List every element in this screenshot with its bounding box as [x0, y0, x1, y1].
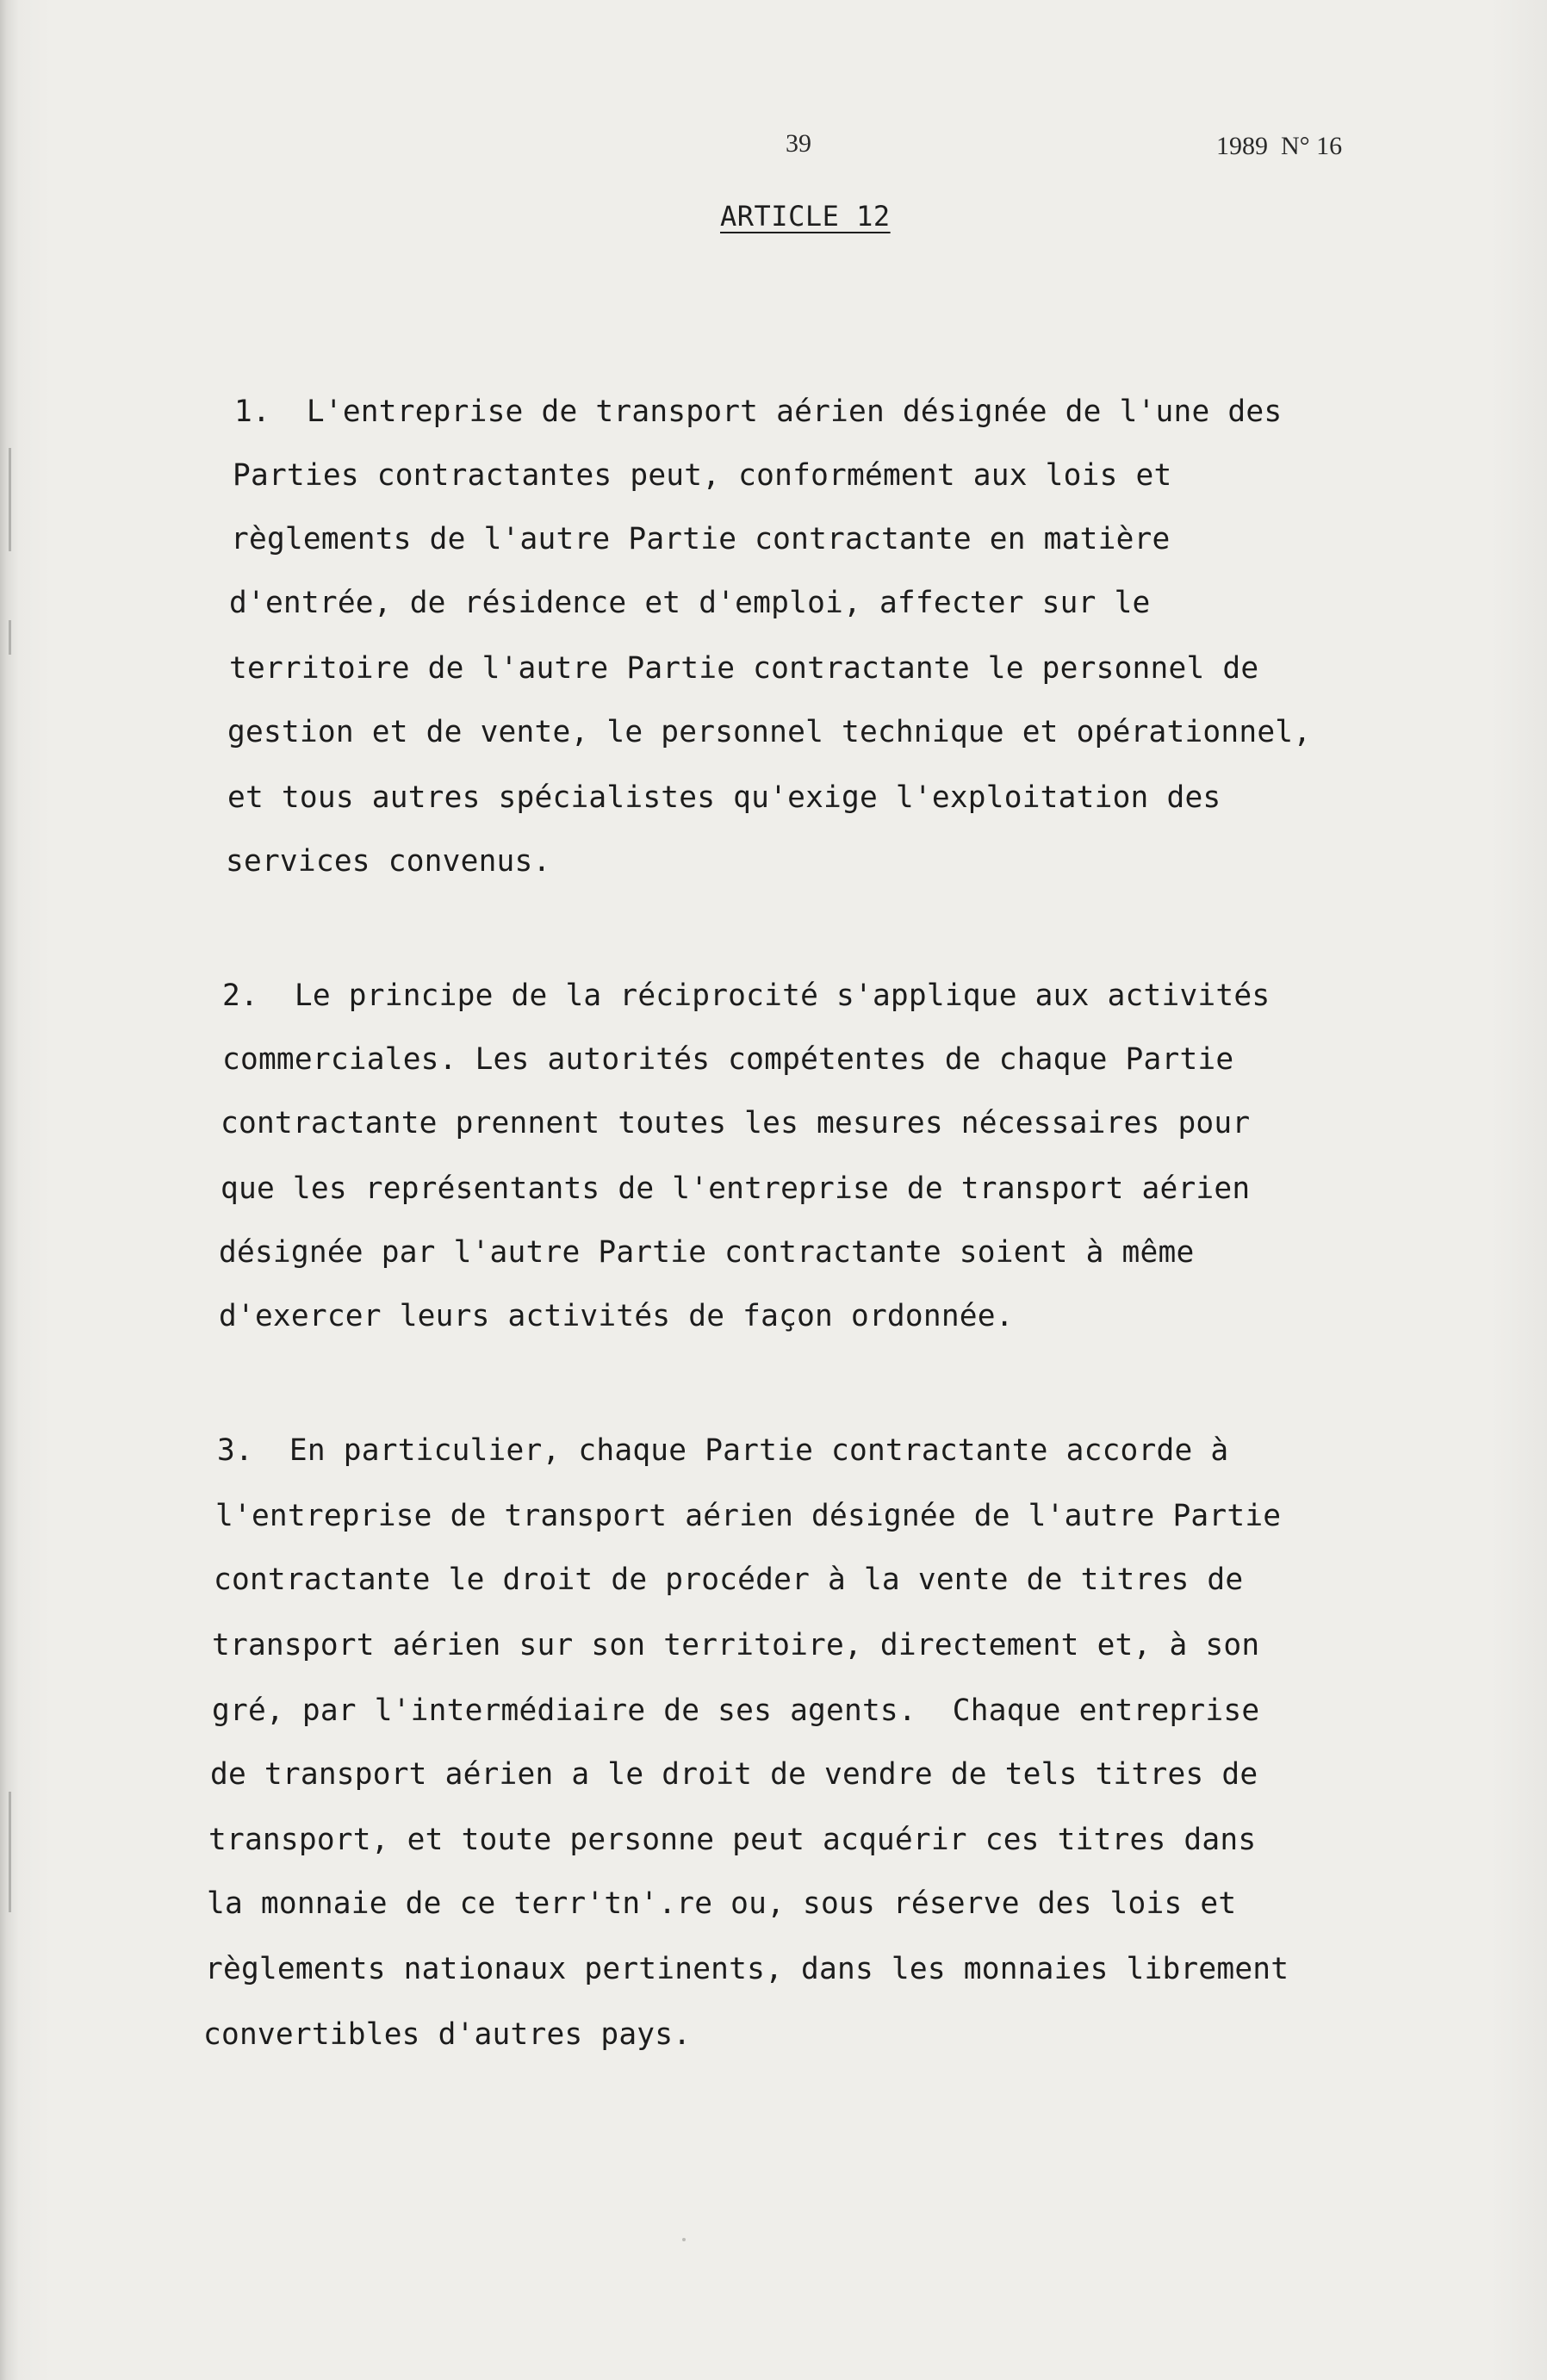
paragraph-line: désignée par l'autre Partie contractante soient à même — [219, 1235, 1195, 1270]
paragraph-line: d'entrée, de résidence et d'emploi, affecter sur le — [229, 586, 1151, 620]
paragraph-line: 2. Le principe de la réciprocité s'applique aux activités — [222, 979, 1271, 1013]
paper-speck — [682, 2238, 686, 2241]
paragraph-line: services convenus. — [226, 844, 551, 879]
paragraph-line: transport, et toute personne peut acquérir ces titres dans — [208, 1823, 1257, 1857]
paragraph-line: 1. L'entreprise de transport aérien désignée de l'une des — [234, 395, 1283, 429]
paragraph-line: 3. En particulier, chaque Partie contractante accorde à — [217, 1433, 1229, 1468]
paragraph-line: contractante prennent toutes les mesures nécessaires pour — [221, 1106, 1251, 1140]
paragraph-line: Parties contractantes peut, conformément aux lois et — [233, 458, 1172, 493]
paragraph-line: commerciales. Les autorités compétentes de chaque Partie — [222, 1042, 1234, 1077]
paragraph-line: règlements nationaux pertinents, dans les monnaies librement — [205, 1952, 1289, 1986]
paragraph-line: et tous autres spécialistes qu'exige l'exploitation des — [227, 780, 1221, 815]
binding-edge-mark — [9, 620, 11, 655]
paragraph-line: que les représentants de l'entreprise de transport aérien — [221, 1171, 1251, 1206]
paragraph-line: l'entreprise de transport aérien désignée de l'autre Partie — [215, 1499, 1282, 1533]
paragraph-line: gestion et de vente, le personnel technique et opérationnel, — [227, 715, 1312, 749]
paragraph-line: de transport aérien a le droit de vendre de tels titres de — [210, 1757, 1258, 1792]
binding-edge-mark — [9, 448, 11, 551]
paragraph-line: règlements de l'autre Partie contractante en matière — [231, 522, 1171, 556]
paragraph-line: la monnaie de ce terr'tn'.re ou, sous réserve des lois et — [207, 1886, 1237, 1921]
paragraph-line: transport aérien sur son territoire, directement et, à son — [212, 1628, 1260, 1662]
article-title: ARTICLE 12 — [720, 200, 891, 233]
paragraph-line: d'exercer leurs activités de façon ordonnée. — [219, 1299, 1014, 1333]
document-reference: 1989 N° 16 — [1216, 132, 1343, 160]
paragraph-line: territoire de l'autre Partie contractante le personnel de — [229, 651, 1259, 686]
paragraph-line: convertibles d'autres pays. — [203, 2017, 692, 2052]
paragraph-line: contractante le droit de procéder à la vente de titres de — [214, 1563, 1244, 1597]
page-number: 39 — [786, 129, 811, 158]
paragraph-line: gré, par l'intermédiaire de ses agents. Chaque entreprise — [212, 1693, 1260, 1728]
binding-edge-mark — [9, 1792, 11, 1912]
